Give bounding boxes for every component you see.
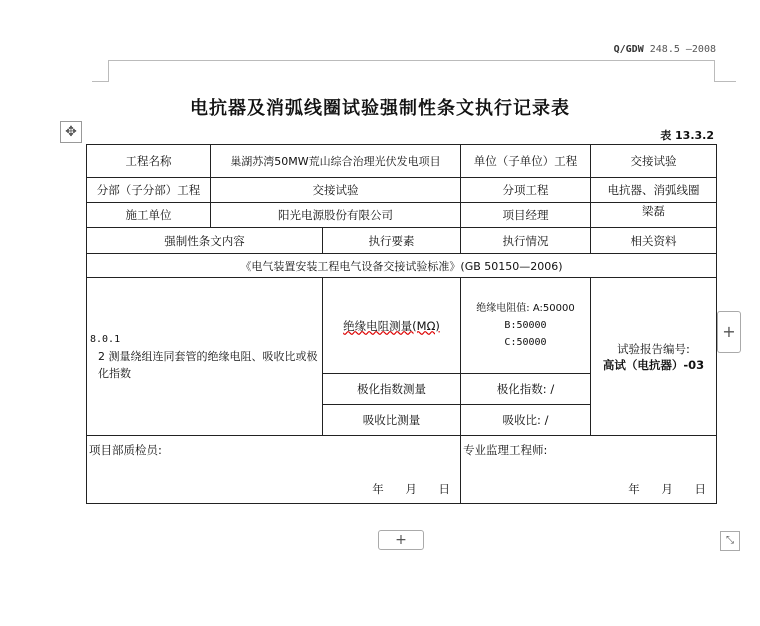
inspector-label: 项目部质检员: — [89, 443, 162, 457]
unit-project-label: 单位（子单位）工程 — [461, 145, 591, 178]
supervisor-signoff — [461, 436, 717, 504]
add-column-button[interactable]: + — [717, 311, 741, 353]
construction-unit-value: 阳光电源股份有限公司 — [211, 203, 461, 228]
inspector-date: 年 月 日 — [372, 482, 450, 496]
division-label: 分部（子分部）工程 — [87, 178, 211, 203]
page-corner-mark — [92, 81, 109, 82]
table-number: 表 13.3.2 — [660, 129, 714, 142]
absorption-ratio-status: 吸收比: / — [461, 405, 591, 436]
sub-item-label: 分项工程 — [461, 178, 591, 203]
test-report-cell — [591, 278, 717, 436]
polarization-index-status: 极化指数: / — [461, 374, 591, 405]
page-corner-mark — [108, 60, 109, 82]
division-value: 交接试验 — [211, 178, 461, 203]
page-corner-mark — [714, 81, 736, 82]
insulation-resistance-element: 绝缘电阻测量(MΩ) — [323, 278, 461, 374]
column-header-materials: 相关资料 — [591, 228, 717, 254]
supervisor-label: 专业监理工程师: — [463, 443, 548, 457]
record-table — [86, 144, 717, 504]
absorption-ratio-element: 吸收比测量 — [323, 405, 461, 436]
test-report-number: 高试（电抗器）-03 — [602, 357, 705, 372]
project-manager-label: 项目经理 — [461, 203, 591, 228]
table-resize-icon[interactable]: ⤡ — [720, 531, 740, 551]
insulation-resistance-values: 绝缘电阻值: A:50000 B:50000 C:50000 — [461, 278, 591, 374]
column-header-elements: 执行要素 — [323, 228, 461, 254]
project-name-value: 巢湖苏湾50MW荒山综合治理光伏发电项目 — [211, 145, 461, 178]
unit-project-value: 交接试验 — [591, 145, 717, 178]
column-header-content: 强制性条文内容 — [87, 228, 323, 254]
standard-code: Q/GDW 248.5 —2008 — [613, 44, 716, 55]
project-manager-value: 梁磊 — [591, 203, 717, 228]
construction-unit-label: 施工单位 — [87, 203, 211, 228]
add-row-button[interactable]: + — [378, 530, 424, 550]
table-move-icon[interactable]: ✥ — [60, 121, 82, 143]
clause-cell — [87, 278, 323, 436]
project-name-label: 工程名称 — [87, 145, 211, 178]
inspector-signoff — [87, 436, 461, 504]
column-header-status: 执行情况 — [461, 228, 591, 254]
test-report-label: 试验报告编号: — [617, 341, 690, 356]
clause-number: 8.0.1 — [90, 334, 121, 345]
clause-text: 2 测量绕组连同套管的绝缘电阻、吸收比或极化指数 — [98, 350, 318, 380]
polarization-index-element: 极化指数测量 — [323, 374, 461, 405]
header-rule — [108, 60, 714, 61]
supervisor-date: 年 月 日 — [628, 482, 706, 496]
document-title: 电抗器及消弧线圈试验强制性条文执行记录表 — [190, 98, 570, 119]
standard-reference: 《电气装置安装工程电气设备交接试验标准》(GB 50150—2006) — [87, 254, 717, 278]
page-corner-mark — [714, 60, 715, 82]
sub-item-value: 电抗器、消弧线圈 — [591, 178, 717, 203]
